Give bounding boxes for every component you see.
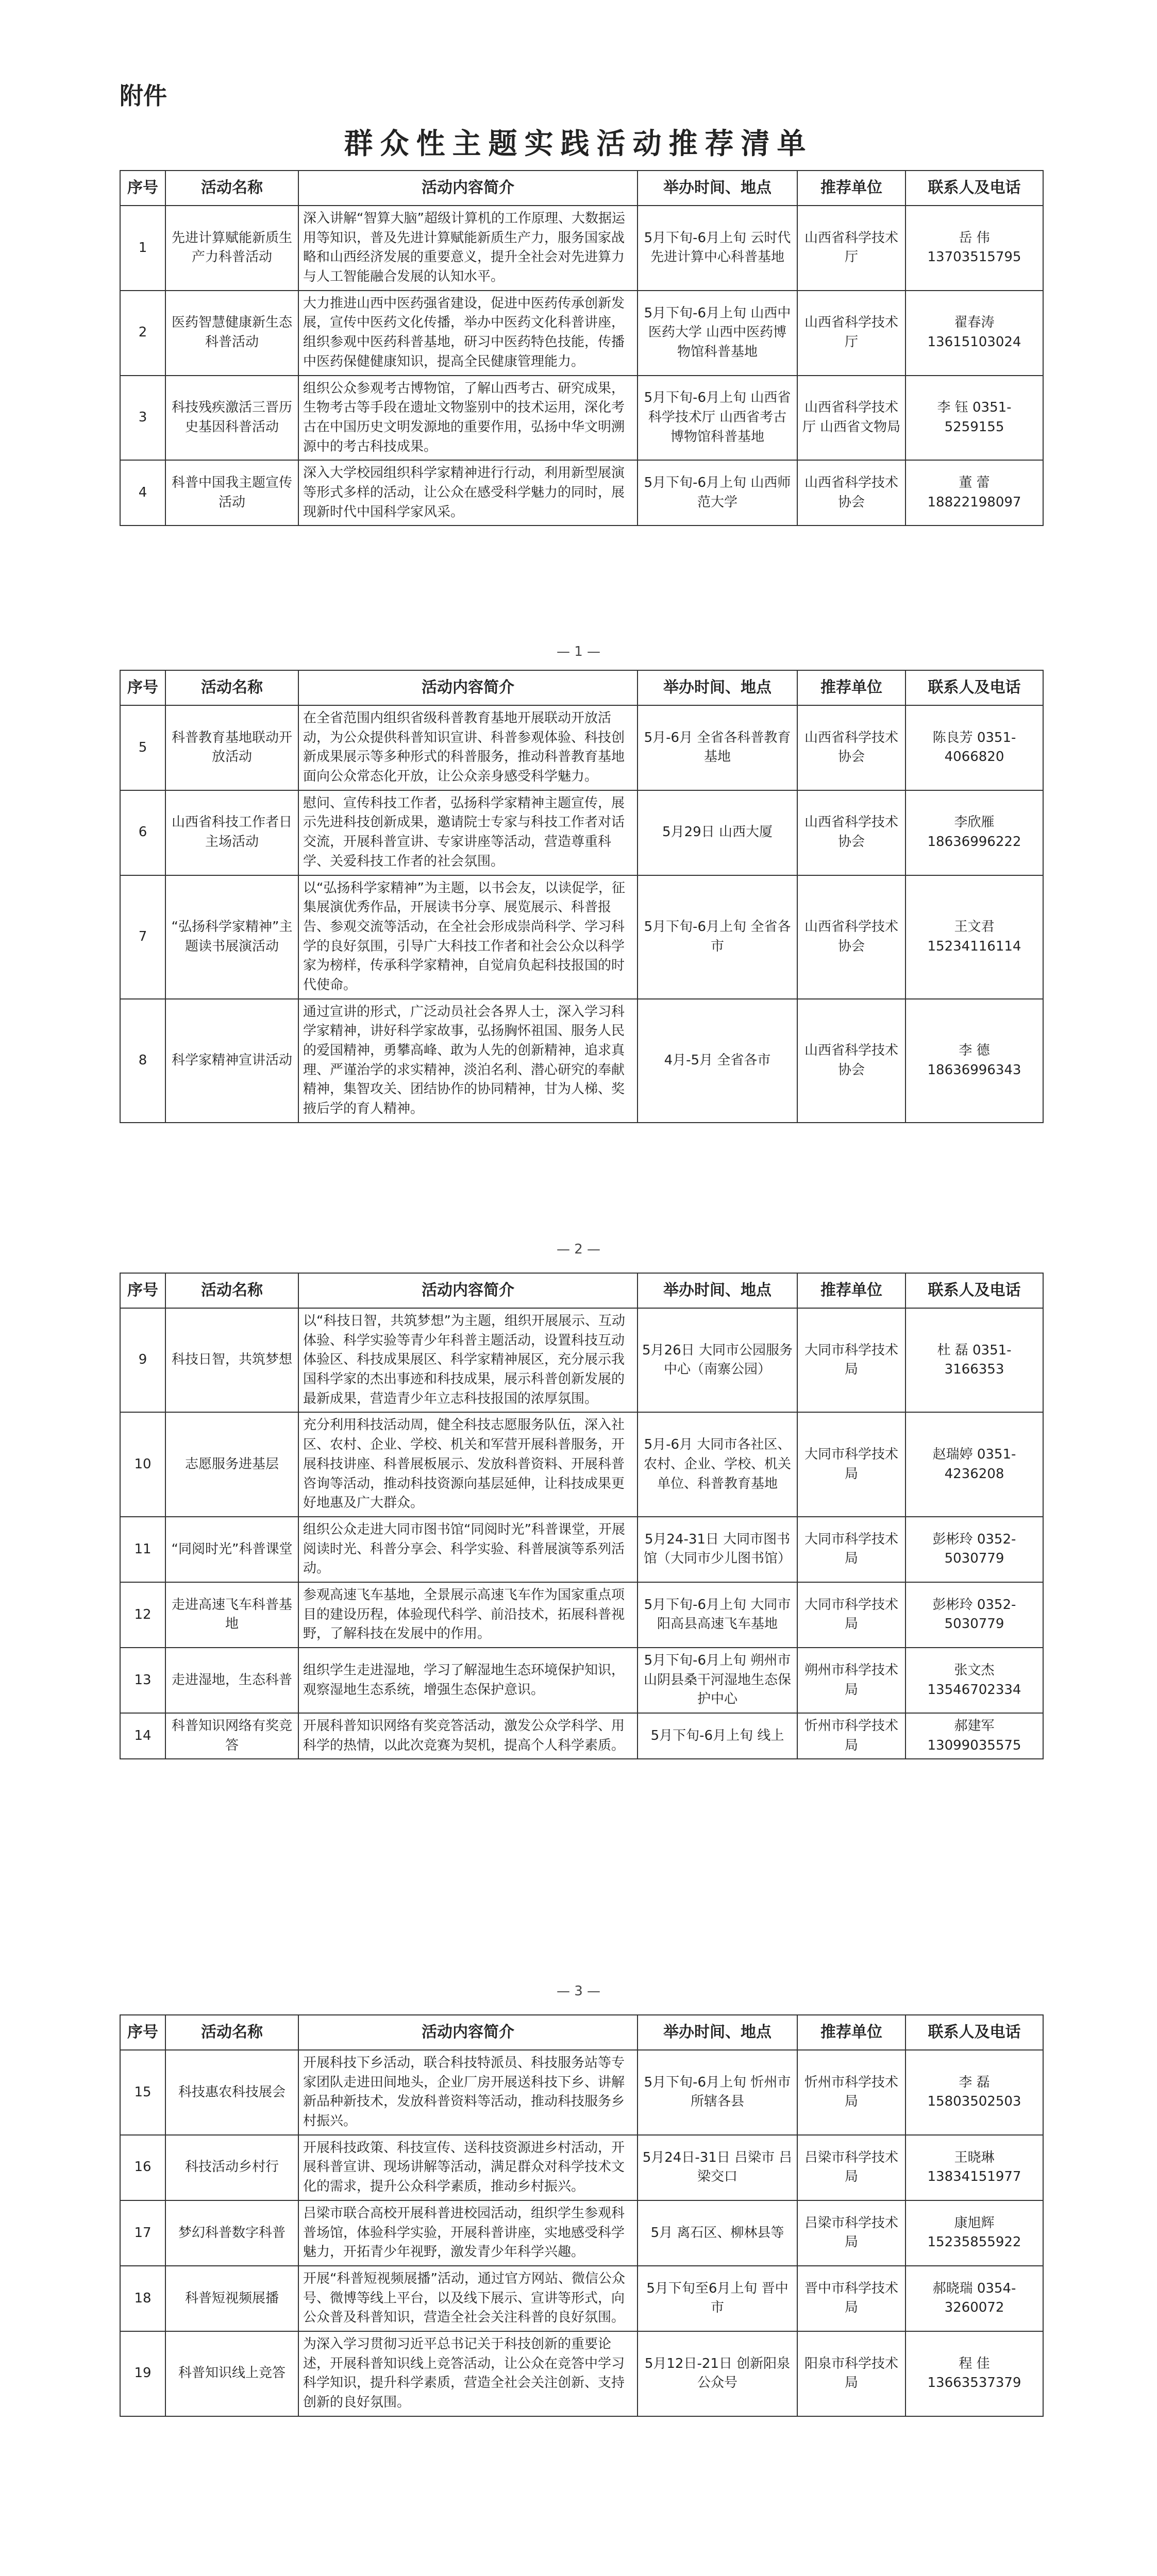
contact-info: 康旭辉 15235855922 <box>906 2200 1043 2266</box>
table-row <box>120 2331 1043 2416</box>
column-header: 推荐单位 <box>797 1273 906 1308</box>
contact-info: 彭彬玲 0352-5030779 <box>906 1582 1043 1648</box>
table-header-row <box>120 171 1043 206</box>
table-row <box>120 875 1043 999</box>
recommending-unit: 大同市科学技术局 <box>797 1517 906 1582</box>
table-row <box>120 2135 1043 2200</box>
activity-table <box>120 670 1044 1123</box>
row-number: 11 <box>120 1517 165 1582</box>
activity-time-place: 5月下旬-6月上旬 朔州市山阴县桑干河湿地生态保护中心 <box>638 1648 797 1713</box>
activity-intro: 深入大学校园组织科学家精神进行行动，利用新型展演等形式多样的活动，让公众在感受科学魅力的同时，展现新时代中国科学家风采。 <box>298 460 638 526</box>
column-header: 举办时间、地点 <box>638 171 797 206</box>
column-header: 序号 <box>120 2015 165 2050</box>
activity-table <box>120 1273 1044 1759</box>
row-number: 10 <box>120 1412 165 1516</box>
column-header: 推荐单位 <box>797 171 906 206</box>
contact-info: 李 磊 15803502503 <box>906 2050 1043 2135</box>
activity-intro: 大力推进山西中医药强省建设，促进中医药传承创新发展，宣传中医药文化传播，举办中医药文化科普讲座，组织参观中医药科普基地，研习中医药特色技能，传播中医药保健健康知识，提高全民健康管理能力。 <box>298 291 638 376</box>
table-row <box>120 1308 1043 1412</box>
recommending-unit: 山西省科学技术厅 <box>797 206 906 291</box>
table-row <box>120 460 1043 526</box>
table-row <box>120 705 1043 790</box>
column-header: 联系人及电话 <box>906 171 1043 206</box>
column-header: 活动内容简介 <box>298 1273 638 1308</box>
contact-info: 程 佳 13663537379 <box>906 2331 1043 2416</box>
table-header-row <box>120 2015 1043 2050</box>
recommending-unit: 吕梁市科学技术局 <box>797 2200 906 2266</box>
recommending-unit: 山西省科学技术协会 <box>797 999 906 1123</box>
recommending-unit: 大同市科学技术局 <box>797 1582 906 1648</box>
table-row <box>120 291 1043 376</box>
activity-name: 走进湿地，生态科普 <box>165 1648 298 1713</box>
activity-intro: 开展“科普短视频展播”活动，通过官方网站、微信公众号、微博等线上平台，以及线下展示、宣讲等形式，向公众普及科普知识，营造全社会关注科普的良好氛围。 <box>298 2266 638 2331</box>
table-row <box>120 1412 1043 1516</box>
recommending-unit: 山西省科学技术协会 <box>797 460 906 526</box>
contact-info: 彭彬玲 0352-5030779 <box>906 1517 1043 1582</box>
activity-name: 先进计算赋能新质生产力科普活动 <box>165 206 298 291</box>
contact-info: 翟春涛 13615103024 <box>906 291 1043 376</box>
contact-info: 李欣雁 18636996222 <box>906 790 1043 875</box>
activity-name: 科学家精神宣讲活动 <box>165 999 298 1123</box>
contact-info: 董 蕾 18822198097 <box>906 460 1043 526</box>
row-number: 5 <box>120 705 165 790</box>
table-row <box>120 1582 1043 1648</box>
row-number: 16 <box>120 2135 165 2200</box>
contact-info: 郝晓瑞 0354-3260072 <box>906 2266 1043 2331</box>
activity-time-place: 5月29日 山西大厦 <box>638 790 797 875</box>
activity-intro: 开展科普知识网络有奖竞答活动，激发公众学科学、用科学的热情，以此次竞赛为契机，提高个人科学素质。 <box>298 1713 638 1759</box>
row-number: 8 <box>120 999 165 1123</box>
contact-info: 张文杰 13546702334 <box>906 1648 1043 1713</box>
column-header: 序号 <box>120 670 165 705</box>
column-header: 活动内容简介 <box>298 2015 638 2050</box>
column-header: 举办时间、地点 <box>638 2015 797 2050</box>
recommending-unit: 忻州市科学技术局 <box>797 1713 906 1759</box>
activity-time-place: 5月 离石区、柳林县等 <box>638 2200 797 2266</box>
activity-time-place: 5月下旬-6月上旬 忻州市所辖各县 <box>638 2050 797 2135</box>
column-header: 举办时间、地点 <box>638 670 797 705</box>
activity-time-place: 5月24日-31日 吕梁市 吕梁交口 <box>638 2135 797 2200</box>
row-number: 6 <box>120 790 165 875</box>
recommending-unit: 大同市科学技术局 <box>797 1308 906 1412</box>
table-row <box>120 790 1043 875</box>
activity-name: “弘扬科学家精神”主题读书展演活动 <box>165 875 298 999</box>
row-number: 19 <box>120 2331 165 2416</box>
contact-info: 郝建军 13099035575 <box>906 1713 1043 1759</box>
activity-name: 志愿服务进基层 <box>165 1412 298 1516</box>
activity-name: “同阅时光”科普课堂 <box>165 1517 298 1582</box>
activity-table <box>120 170 1044 526</box>
table-page-1 <box>120 170 1043 526</box>
activity-time-place: 4月-5月 全省各市 <box>638 999 797 1123</box>
activity-intro: 慰问、宣传科技工作者，弘扬科学家精神主题宣传，展示先进科技创新成果，邀请院士专家与科技工作者对话交流，开展科普宣讲、专家讲座等活动，营造尊重科学、关爱科技工作者的社会氛围。 <box>298 790 638 875</box>
activity-name: 山西省科技工作者日主场活动 <box>165 790 298 875</box>
column-header: 活动内容简介 <box>298 670 638 705</box>
activity-time-place: 5月-6月 大同市各社区、农村、企业、学校、机关单位、科普教育基地 <box>638 1412 797 1516</box>
column-header: 序号 <box>120 171 165 206</box>
activity-name: 科技日智，共筑梦想 <box>165 1308 298 1412</box>
activity-intro: 为深入学习贯彻习近平总书记关于科技创新的重要论述，开展科普知识线上竞答活动，让公众在竞答中学习科学知识，提升科学素质，营造全社会关注创新、支持创新的良好氛围。 <box>298 2331 638 2416</box>
activity-intro: 以“科技日智，共筑梦想”为主题，组织开展展示、互动体验、科学实验等青少年科普主题活动，设置科技互动体验区、科技成果展区、科学家精神展区，充分展示我国科学家的杰出事迹和科技成果，展示科普创新发展的最新成果，营造青少年立志科技报国的浓厚氛围。 <box>298 1308 638 1412</box>
contact-info: 王晓琳 13834151977 <box>906 2135 1043 2200</box>
table-page-4 <box>120 2014 1043 2417</box>
page-number: — 2 — <box>556 1242 601 1257</box>
activity-intro: 深入讲解“智算大脑”超级计算机的工作原理、大数据运用等知识，普及先进计算赋能新质生产力，服务国家战略和山西经济发展的重要意义，提升全社会对先进算力与人工智能融合发展的认知水平。 <box>298 206 638 291</box>
contact-info: 李 德 18636996343 <box>906 999 1043 1123</box>
activity-time-place: 5月下旬-6月上旬 大同市阳高县高速飞车基地 <box>638 1582 797 1648</box>
row-number: 15 <box>120 2050 165 2135</box>
column-header: 举办时间、地点 <box>638 1273 797 1308</box>
activity-intro: 吕梁市联合高校开展科普进校园活动，组织学生参观科普场馆，体验科学实验，开展科普讲座，实地感受科学魅力，开拓青少年视野，激发青少年科学兴趣。 <box>298 2200 638 2266</box>
activity-time-place: 5月下旬-6月上旬 云时代先进计算中心科普基地 <box>638 206 797 291</box>
page-number: — 3 — <box>556 1984 601 1999</box>
row-number: 7 <box>120 875 165 999</box>
row-number: 12 <box>120 1582 165 1648</box>
activity-name: 科普中国我主题宣传活动 <box>165 460 298 526</box>
column-header: 活动内容简介 <box>298 171 638 206</box>
activity-name: 科普教育基地联动开放活动 <box>165 705 298 790</box>
activity-time-place: 5月12日-21日 创新阳泉公众号 <box>638 2331 797 2416</box>
row-number: 2 <box>120 291 165 376</box>
activity-name: 科普知识线上竞答 <box>165 2331 298 2416</box>
attachment-label: 附件 <box>120 82 167 110</box>
activity-intro: 充分利用科技活动周，健全科技志愿服务队伍，深入社区、农村、企业、学校、机关和军营开展科普服务，开展科技讲座、科普展板展示、发放科普资料、开展科普咨询等活动，推动科技资源向基层延伸，让科技成果更好地惠及广大群众。 <box>298 1412 638 1516</box>
column-header: 活动名称 <box>165 2015 298 2050</box>
activity-time-place: 5月下旬-6月上旬 线上 <box>638 1713 797 1759</box>
table-row <box>120 2266 1043 2331</box>
row-number: 13 <box>120 1648 165 1713</box>
activity-name: 梦幻科普数字科普 <box>165 2200 298 2266</box>
contact-info: 李 钰 0351-5259155 <box>906 376 1043 461</box>
column-header: 活动名称 <box>165 670 298 705</box>
row-number: 14 <box>120 1713 165 1759</box>
column-header: 序号 <box>120 1273 165 1308</box>
activity-time-place: 5月下旬-6月上旬 全省各市 <box>638 875 797 999</box>
activity-intro: 在全省范围内组织省级科普教育基地开展联动开放活动，为公众提供科普知识宣讲、科普参观体验、科技创新成果展示等多种形式的科普服务，推动科普教育基地面向公众常态化开放，让公众亲身感受科学魅力。 <box>298 705 638 790</box>
activity-name: 科普知识网络有奖竞答 <box>165 1713 298 1759</box>
column-header: 联系人及电话 <box>906 1273 1043 1308</box>
activity-time-place: 5月下旬-6月上旬 山西省科学技术厅 山西省考古博物馆科普基地 <box>638 376 797 461</box>
column-header: 活动名称 <box>165 1273 298 1308</box>
activity-intro: 以“弘扬科学家精神”为主题，以书会友，以读促学，征集展演优秀作品，开展读书分享、展览展示、科普报告、参观交流等活动，在全社会形成崇尚科学、学习科学的良好氛围，引导广大科技工作者和社会公众以科学家为榜样，传承科学家精神，自觉肩负起科技报国的时代使命。 <box>298 875 638 999</box>
contact-info: 岳 伟 13703515795 <box>906 206 1043 291</box>
table-header-row <box>120 1273 1043 1308</box>
contact-info: 陈良芳 0351-4066820 <box>906 705 1043 790</box>
table-header-row <box>120 670 1043 705</box>
row-number: 18 <box>120 2266 165 2331</box>
recommending-unit: 山西省科学技术协会 <box>797 790 906 875</box>
recommending-unit: 山西省科学技术厅 <box>797 291 906 376</box>
activity-intro: 组织公众参观考古博物馆，了解山西考古、研究成果，生物考古等手段在遗址文物鉴别中的技术运用，深化考古在中国历史文明发源地的重要作用，弘扬中华文明溯源中的考古科技成果。 <box>298 376 638 461</box>
recommending-unit: 忻州市科学技术局 <box>797 2050 906 2135</box>
table-row <box>120 1648 1043 1713</box>
page-number: — 1 — <box>556 644 601 659</box>
row-number: 1 <box>120 206 165 291</box>
recommending-unit: 山西省科学技术协会 <box>797 875 906 999</box>
recommending-unit: 山西省科学技术协会 <box>797 705 906 790</box>
table-page-3 <box>120 1273 1043 1759</box>
activity-intro: 组织公众走进大同市图书馆“同阅时光”科普课堂，开展阅读时光、科普分享会、科学实验、科普展演等系列活动。 <box>298 1517 638 1582</box>
column-header: 联系人及电话 <box>906 670 1043 705</box>
activity-time-place: 5月-6月 全省各科普教育基地 <box>638 705 797 790</box>
recommending-unit: 阳泉市科学技术局 <box>797 2331 906 2416</box>
contact-info: 杜 磊 0351-3166353 <box>906 1308 1043 1412</box>
recommending-unit: 山西省科学技术厅 山西省文物局 <box>797 376 906 461</box>
column-header: 推荐单位 <box>797 2015 906 2050</box>
recommending-unit: 朔州市科学技术局 <box>797 1648 906 1713</box>
table-row <box>120 2050 1043 2135</box>
activity-intro: 组织学生走进湿地，学习了解湿地生态环境保护知识，观察湿地生态系统，增强生态保护意识。 <box>298 1648 638 1713</box>
column-header: 联系人及电话 <box>906 2015 1043 2050</box>
row-number: 17 <box>120 2200 165 2266</box>
activity-name: 走进高速飞车科普基地 <box>165 1582 298 1648</box>
row-number: 9 <box>120 1308 165 1412</box>
activity-intro: 参观高速飞车基地，全景展示高速飞车作为国家重点项目的建设历程，体验现代科学、前沿技术，拓展科普视野，了解科技在发展中的作用。 <box>298 1582 638 1648</box>
activity-time-place: 5月下旬-6月上旬 山西师范大学 <box>638 460 797 526</box>
activity-name: 科技残疾激活三晋历史基因科普活动 <box>165 376 298 461</box>
activity-time-place: 5月24-31日 大同市图书馆（大同市少儿图书馆） <box>638 1517 797 1582</box>
table-row <box>120 376 1043 461</box>
row-number: 3 <box>120 376 165 461</box>
activity-time-place: 5月26日 大同市公园服务中心（南寨公园） <box>638 1308 797 1412</box>
column-header: 活动名称 <box>165 171 298 206</box>
contact-info: 赵瑞婷 0351-4236208 <box>906 1412 1043 1516</box>
table-row <box>120 206 1043 291</box>
activity-intro: 开展科技政策、科技宣传、送科技资源进乡村活动，开展科普宣讲、现场讲解等活动，满足群众对科学技术文化的需求，提升公众科学素质，推动乡村振兴。 <box>298 2135 638 2200</box>
activity-table <box>120 2014 1044 2417</box>
activity-name: 科普短视频展播 <box>165 2266 298 2331</box>
row-number: 4 <box>120 460 165 526</box>
table-page-2 <box>120 670 1043 1123</box>
table-row <box>120 1517 1043 1582</box>
activity-name: 科技活动乡村行 <box>165 2135 298 2200</box>
activity-name: 医药智慧健康新生态科普活动 <box>165 291 298 376</box>
column-header: 推荐单位 <box>797 670 906 705</box>
recommending-unit: 吕梁市科学技术局 <box>797 2135 906 2200</box>
recommending-unit: 晋中市科学技术局 <box>797 2266 906 2331</box>
table-row <box>120 2200 1043 2266</box>
activity-time-place: 5月下旬-6月上旬 山西中医药大学 山西中医药博物馆科普基地 <box>638 291 797 376</box>
activity-intro: 开展科技下乡活动，联合科技特派员、科技服务站等专家团队走进田间地头，企业厂房开展送科技下乡、讲解新品种新技术，发放科普资料等活动，推动科技服务乡村振兴。 <box>298 2050 638 2135</box>
table-row <box>120 1713 1043 1759</box>
activity-intro: 通过宣讲的形式，广泛动员社会各界人士，深入学习科学家精神，讲好科学家故事，弘扬胸怀祖国、服务人民的爱国精神，勇攀高峰、敢为人先的创新精神，追求真理、严谨治学的求实精神，淡泊名利、潜心研究的奉献精神，集智攻关、团结协作的协同精神，甘为人梯、奖掖后学的育人精神。 <box>298 999 638 1123</box>
table-row <box>120 999 1043 1123</box>
activity-time-place: 5月下旬至6月上旬 晋中市 <box>638 2266 797 2331</box>
contact-info: 王文君 15234116114 <box>906 875 1043 999</box>
recommending-unit: 大同市科学技术局 <box>797 1412 906 1516</box>
document-title: 群众性主题实践活动推荐清单 <box>344 127 813 161</box>
activity-name: 科技惠农科技展会 <box>165 2050 298 2135</box>
